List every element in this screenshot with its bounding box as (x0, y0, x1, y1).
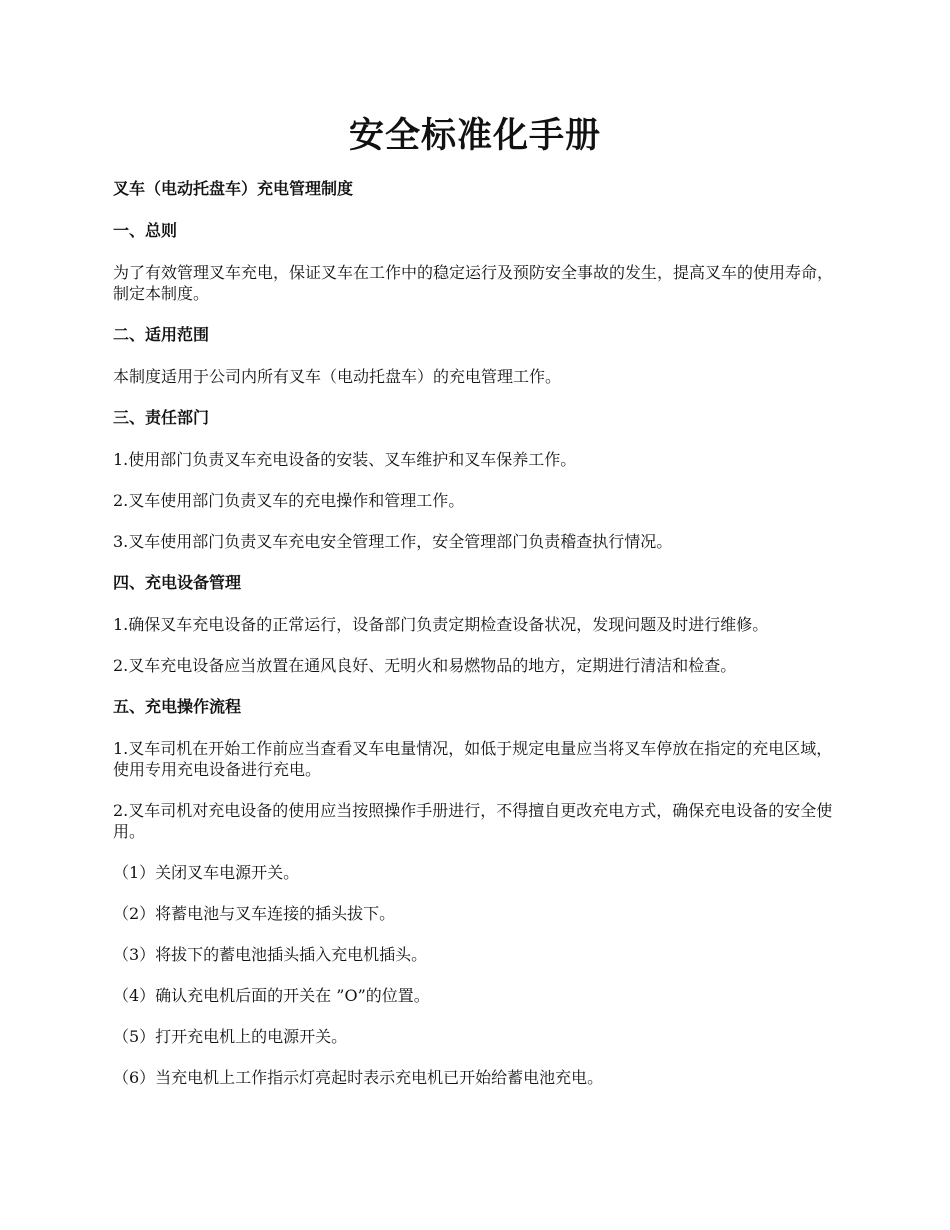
section-paragraph: 为了有效管理叉车充电，保证叉车在工作中的稳定运行及预防安全事故的发生，提高叉车的使用寿命，制定本制度。 (113, 263, 834, 303)
procedure-step: （5）打开充电机上的电源开关。 (113, 1027, 348, 1046)
procedure-step: （3）将拔下的蓄电池插头插入充电机插头。 (113, 945, 428, 964)
section-paragraph: 2.叉车充电设备应当放置在通风良好、无明火和易燃物品的地方，定期进行清洁和检查。 (113, 656, 737, 675)
section-heading-procedure: 五、充电操作流程 (113, 697, 242, 716)
document-body (113, 178, 843, 1108)
section-heading-general: 一、总则 (113, 221, 178, 240)
section-paragraph: 本制度适用于公司内所有叉车（电动托盘车）的充电管理工作。 (113, 367, 562, 386)
section-heading-responsibility: 三、责任部门 (113, 408, 210, 427)
document-subtitle: 叉车（电动托盘车）充电管理制度 (113, 179, 354, 198)
procedure-step: （2）将蓄电池与叉车连接的插头拔下。 (113, 904, 396, 923)
section-paragraph: 1.确保叉车充电设备的正常运行，设备部门负责定期检查设备状况，发现问题及时进行维修。 (113, 615, 769, 634)
section-paragraph: 2.叉车使用部门负责叉车的充电操作和管理工作。 (113, 491, 465, 510)
section-paragraph: 2.叉车司机对充电设备的使用应当按照操作手册进行，不得擅自更改充电方式，确保充电设备的安全使用。 (113, 801, 833, 841)
section-paragraph: 1.使用部门负责叉车充电设备的安装、叉车维护和叉车保养工作。 (113, 450, 577, 469)
document-title: 安全标准化手册 (348, 115, 601, 156)
section-heading-equipment: 四、充电设备管理 (113, 573, 242, 592)
section-heading-scope: 二、适用范围 (113, 325, 210, 344)
procedure-step: （1）关闭叉车电源开关。 (113, 863, 300, 882)
section-paragraph: 1.叉车司机在开始工作前应当查看叉车电量情况，如低于规定电量应当将叉车停放在指定的充电区域，使用专用充电设备进行充电。 (113, 739, 833, 779)
procedure-step: （6）当充电机上工作指示灯亮起时表示充电机已开始给蓄电池充电。 (113, 1068, 604, 1087)
section-paragraph: 3.叉车使用部门负责叉车充电安全管理工作，安全管理部门负责稽查执行情况。 (113, 532, 673, 551)
procedure-step: （4）确认充电机后面的开关在 ”O”的位置。 (113, 986, 430, 1005)
